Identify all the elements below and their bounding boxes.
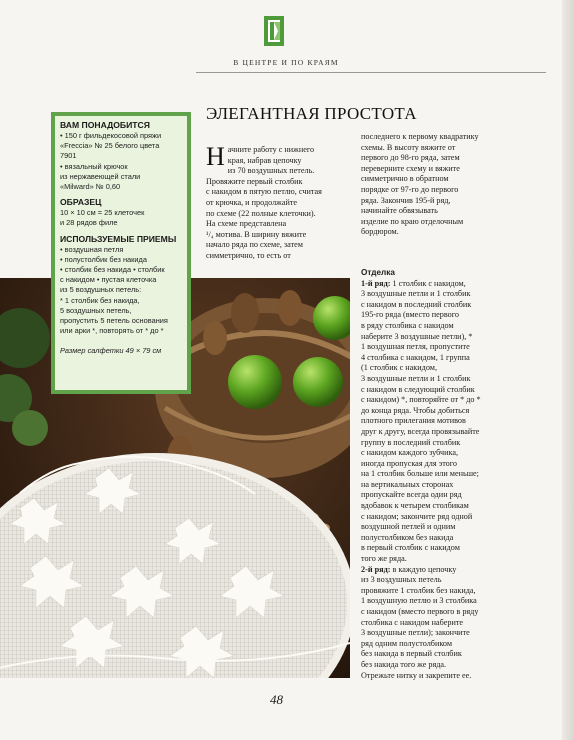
materials-sidebar <box>51 112 191 394</box>
text-line: провяжите 1 столбик без накида, <box>361 585 476 595</box>
text-line: первого до 98-го ряда, затем <box>361 153 460 163</box>
text-line <box>361 565 521 576</box>
text-line: начинайте обвязывать <box>361 206 438 216</box>
text-line: последнего к первому квадратику <box>361 132 479 141</box>
row1-heading: 1-й ряд: <box>361 278 391 288</box>
technique-line: 5 воздушных петель, <box>60 305 132 315</box>
text-line: ряда. Закончив 195-й ряд, <box>361 195 451 205</box>
materials-line: 7901 <box>60 151 77 161</box>
technique-line: из 5 воздушных петель: <box>60 285 142 295</box>
drop-cap: Н <box>206 142 225 171</box>
text-line: ачните работу с нижнего <box>227 145 315 154</box>
sample-heading: ОБРАЗЕЦ <box>60 197 102 208</box>
text-line: в первый столбик с накидом <box>361 543 460 553</box>
materials-line: «Freccia» № 25 белого цвета <box>60 141 160 151</box>
materials-sidebar-content <box>55 116 187 390</box>
technique-line: пропустить 5 петель основания <box>60 316 168 326</box>
text-line: схемы. В высоту вяжите от <box>361 142 456 152</box>
materials-line: • вязальный крючок <box>60 161 128 171</box>
technique-line: • воздушная петля <box>60 244 124 254</box>
text-line: из 3 воздушных петель <box>361 575 442 585</box>
text-line: от крючка, и продолжайте <box>206 197 298 207</box>
text-line: с накидом; закончите ряд одной <box>361 511 473 521</box>
text-line: 1 воздушная петля, пропустите <box>361 342 470 352</box>
text-line: иногда пропуская для этого <box>361 458 458 468</box>
text-line: 3 воздушные петли и 1 столбик <box>361 373 471 383</box>
finishing-heading: Отделка <box>361 268 395 277</box>
text-line: ряд одним полустолбиком <box>361 638 453 648</box>
text-column-1 <box>206 142 354 262</box>
text-line: с накидом в последний столбик <box>361 299 472 309</box>
text-line-part: 1 столбик с накидом, <box>390 278 466 288</box>
techniques-heading: ИСПОЛЬЗУЕМЫЕ ПРИЕМЫ <box>60 233 177 244</box>
text-line: бордюром. <box>361 227 399 237</box>
row2-heading: 2-й ряд: <box>361 564 391 574</box>
text-line: 4 столбика с накидом, 1 группа <box>361 352 470 362</box>
text-line: наберите 3 воздушные петли), * <box>361 331 473 341</box>
sample-line: 10 × 10 см = 25 клеточек <box>60 208 145 218</box>
text-line: на 1 столбик больше или меньше; <box>361 469 479 479</box>
text-line: без накида того же ряда. <box>361 659 447 669</box>
text-line: того же ряда. <box>361 554 407 564</box>
text-line: изделие по краю отделочным <box>361 216 464 226</box>
text-line: с накидом каждого зубчика, <box>361 448 459 458</box>
text-line: симметрично, то есть от <box>206 250 291 260</box>
text-line: в ряду столбика с накидом <box>361 320 454 330</box>
technique-line: • столбик без накида • столбик <box>60 265 165 275</box>
text-line: Провяжите первый столбик <box>206 176 303 186</box>
sample-line: и 28 рядов филе <box>60 218 118 228</box>
text-line: порядке от 97-го до первого <box>361 184 459 194</box>
text-line: с накидом) *, повторяйте от * до * <box>361 395 481 405</box>
article-title: ЭЛЕГАНТНАЯ ПРОСТОТА <box>206 104 417 123</box>
text-line: полустолбиком без накида <box>361 532 454 542</box>
green-book-logo-icon <box>264 16 284 46</box>
text-line: 1 воздушную петлю и 3 столбика <box>361 596 477 606</box>
text-line: начало ряда по схеме, затем <box>206 240 303 250</box>
text-column-2 <box>361 132 521 238</box>
text-line: до конца ряда. Чтобы добиться <box>361 405 470 415</box>
technique-line: с накидом • пустая клеточка <box>60 275 157 285</box>
page-spine-shadow <box>562 0 574 740</box>
text-line: по схеме (22 полные клеточки). <box>206 208 316 218</box>
materials-line: из нержавеющей стали <box>60 171 141 181</box>
text-line: симметрично в обратном <box>361 174 449 184</box>
doily-size: Размер салфетки 49 × 79 см <box>60 346 162 356</box>
text-line: 3 воздушные петли); закончите <box>361 628 470 638</box>
materials-line: • 150 г фильдекосовой пряжи <box>60 131 162 140</box>
text-line: группу в последний столбик <box>361 437 461 447</box>
text-line: друг к другу, всегда провязывайте <box>361 426 480 436</box>
text-line: 3 воздушные петли и 1 столбик <box>361 289 471 299</box>
section-title: В ЦЕНТРЕ И ПО КРАЯМ <box>233 58 339 67</box>
technique-line: • полустолбик без накида <box>60 254 147 264</box>
text-line: с накидом в следующий столбик <box>361 384 475 394</box>
text-line: на вертикальных сторонах <box>361 479 454 489</box>
text-line: (1 столбик с накидом, <box>361 363 438 373</box>
text-line: вдобавок к четырем столбикам <box>361 501 469 511</box>
text-line: 195-го ряда (вместо первого <box>361 310 459 320</box>
text-line: плотного прилегания мотивов <box>361 416 466 426</box>
text-line-part: в каждую цепочку <box>390 564 457 574</box>
text-line: Отрежьте нитку и закрепите ее. <box>361 670 472 680</box>
text-line: пропускайте всегда один ряд <box>361 490 462 500</box>
text-line: На схеме представлена <box>206 219 287 229</box>
finishing-section <box>361 268 521 681</box>
technique-line: или арки *, повторять от * до * <box>60 326 164 336</box>
text-line: ¹/₄ мотива. В ширину вяжите <box>206 229 307 239</box>
technique-line: * 1 столбик без накида, <box>60 295 140 305</box>
text-line: из 70 воздушных петель. <box>227 166 315 176</box>
text-line: переверните схему и вяжите <box>361 163 460 173</box>
materials-line: «Milward» № 0,60 <box>60 182 121 192</box>
text-line: воздушной петлей и одним <box>361 522 456 532</box>
page-number: 48 <box>270 692 283 707</box>
text-line: столбика с накидом наберите <box>361 617 464 627</box>
header-rule <box>196 72 546 73</box>
text-line: края, набрав цепочку <box>227 155 302 165</box>
materials-heading: ВАМ ПОНАДОБИТСЯ <box>60 120 150 130</box>
text-line: с накидом в пятую петлю, считая <box>206 187 322 197</box>
text-line <box>361 279 521 290</box>
text-line: без накида в первый столбик <box>361 649 462 659</box>
text-line: с накидом (вместо первого в ряду <box>361 607 479 616</box>
